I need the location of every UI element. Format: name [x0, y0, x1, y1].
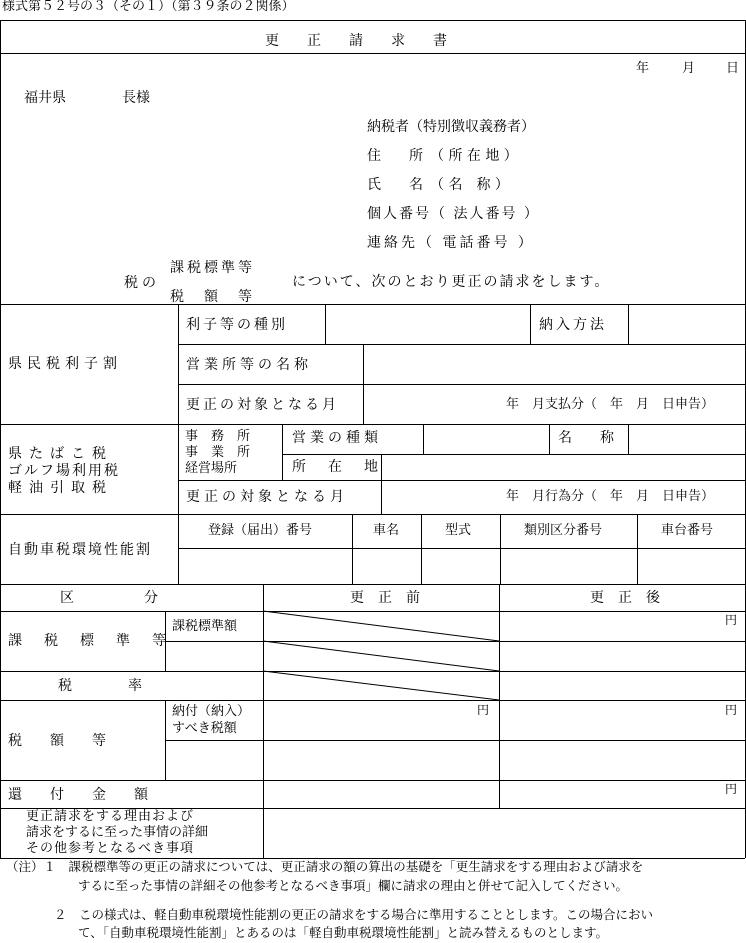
payable-line1: 納付（納入）	[172, 704, 251, 719]
tax-base-amount-label: 課税標準額	[172, 619, 238, 634]
strike-base-1	[263, 611, 499, 641]
taxpayer-heading: 納税者（特別徴収義務者）	[367, 119, 535, 135]
vehicle-col-registration: 登録（届出）番号	[208, 523, 313, 538]
yen-after-base: 円	[725, 613, 738, 627]
col-before: 更 正 前	[350, 590, 420, 606]
business-type-label: 営業の種類	[292, 430, 382, 446]
date-year: 年	[636, 61, 650, 76]
tax-option-base: 課税標準等	[170, 260, 255, 276]
tax-prefix: 税の	[124, 275, 160, 291]
payment-method-label: 納入方法	[539, 317, 607, 333]
location-label: 所 在 地	[292, 459, 382, 475]
col-category: 区 分	[60, 590, 158, 606]
id-number-label: 個人番号（ 法人番号 ）	[367, 206, 540, 222]
note-1-line1: （注）１ 課税標準等の更正の請求については、更正請求の額の算出の基礎を「更生請求をする理由および請求を	[6, 859, 644, 874]
form-id: 様式第５２号の３（その１）（第３９条の２関係）	[2, 0, 295, 14]
payable-line2: すべき税額	[172, 721, 237, 736]
reason-line1: 更正請求をする理由および	[26, 809, 195, 824]
tax-option-amount: 税 額 等	[170, 289, 255, 305]
office-name-label: 営業所等の名称	[186, 357, 312, 373]
strike-base-2	[263, 641, 499, 671]
office-line1: 事 務 所	[185, 429, 251, 444]
interest-month-label: 更正の対象となる月	[186, 397, 339, 413]
note-1-line2: するに至った事情の詳細その他参考となるべき事項」欄に請求の理由と併せて記入してください。	[78, 878, 629, 893]
yen-after-refund: 円	[725, 782, 738, 796]
tax-base-group-label: 課 税 標 準 等	[8, 633, 170, 649]
office-line2: 事 業 所	[185, 445, 251, 460]
interest-month-value: 年 月支払分（ 年 月 日申告）	[506, 397, 715, 412]
contact-label: 連絡先（ 電話番号 ）	[367, 235, 535, 251]
col-after: 更 正 後	[590, 590, 660, 606]
yen-after-payable: 円	[725, 703, 738, 717]
vehicle-col-chassis: 車台番号	[661, 523, 714, 538]
rate-label: 税 率	[58, 678, 142, 694]
note-2-line2: て、「自動車税環境性能割」とあるのは「軽自動車税環境性能割」と読み替えるものとします。	[78, 925, 609, 940]
name-field-label: 氏 名 （ 名 称 ）	[367, 177, 509, 193]
office-line3: 経営場所	[185, 461, 238, 476]
vehicle-section-label: 自動車税環境性能割	[8, 542, 152, 558]
note-2-line1: ２ この様式は、軽自動車税環境性能割の更正の請求をする場合に準用することとします。この場合におい	[54, 907, 654, 922]
request-text: について、次のとおり更正の請求をします。	[292, 274, 611, 290]
tax-amount-group-label: 税 額 等	[8, 733, 106, 749]
tobacco-month-value: 年 月行為分（ 年 月 日申告）	[506, 489, 715, 504]
tobacco-name-label: 名 称	[558, 430, 614, 446]
reason-line3: その他参考となるべき事項	[26, 841, 195, 856]
document-title: 更 正 請 求 書	[265, 33, 447, 49]
date-month: 月	[682, 61, 696, 76]
yen-before-payable: 円	[477, 703, 490, 717]
addressee: 福井県 長様	[24, 90, 150, 106]
strike-rate	[263, 671, 499, 700]
tobacco-section-line1: 県たばこ税	[8, 446, 113, 462]
interest-section-label: 県民税利子割	[8, 356, 122, 372]
vehicle-col-class: 類別区分番号	[524, 523, 603, 538]
interest-kind-label: 利子等の種別	[186, 317, 288, 333]
tobacco-section-line3: 軽油引取税	[8, 480, 113, 496]
address-field-label: 住 所 （ 所 在 地 ）	[367, 148, 518, 164]
vehicle-col-name: 車名	[373, 523, 400, 538]
vehicle-col-model: 型式	[445, 523, 472, 538]
reason-line2: 請求をするに至った事情の詳細	[26, 825, 209, 840]
refund-label: 還 付 金 額	[8, 787, 148, 803]
date-day: 日	[726, 61, 740, 76]
tobacco-section-line2: ゴルフ場利用税	[8, 463, 120, 479]
tobacco-month-label: 更正の対象となる月	[186, 489, 348, 505]
